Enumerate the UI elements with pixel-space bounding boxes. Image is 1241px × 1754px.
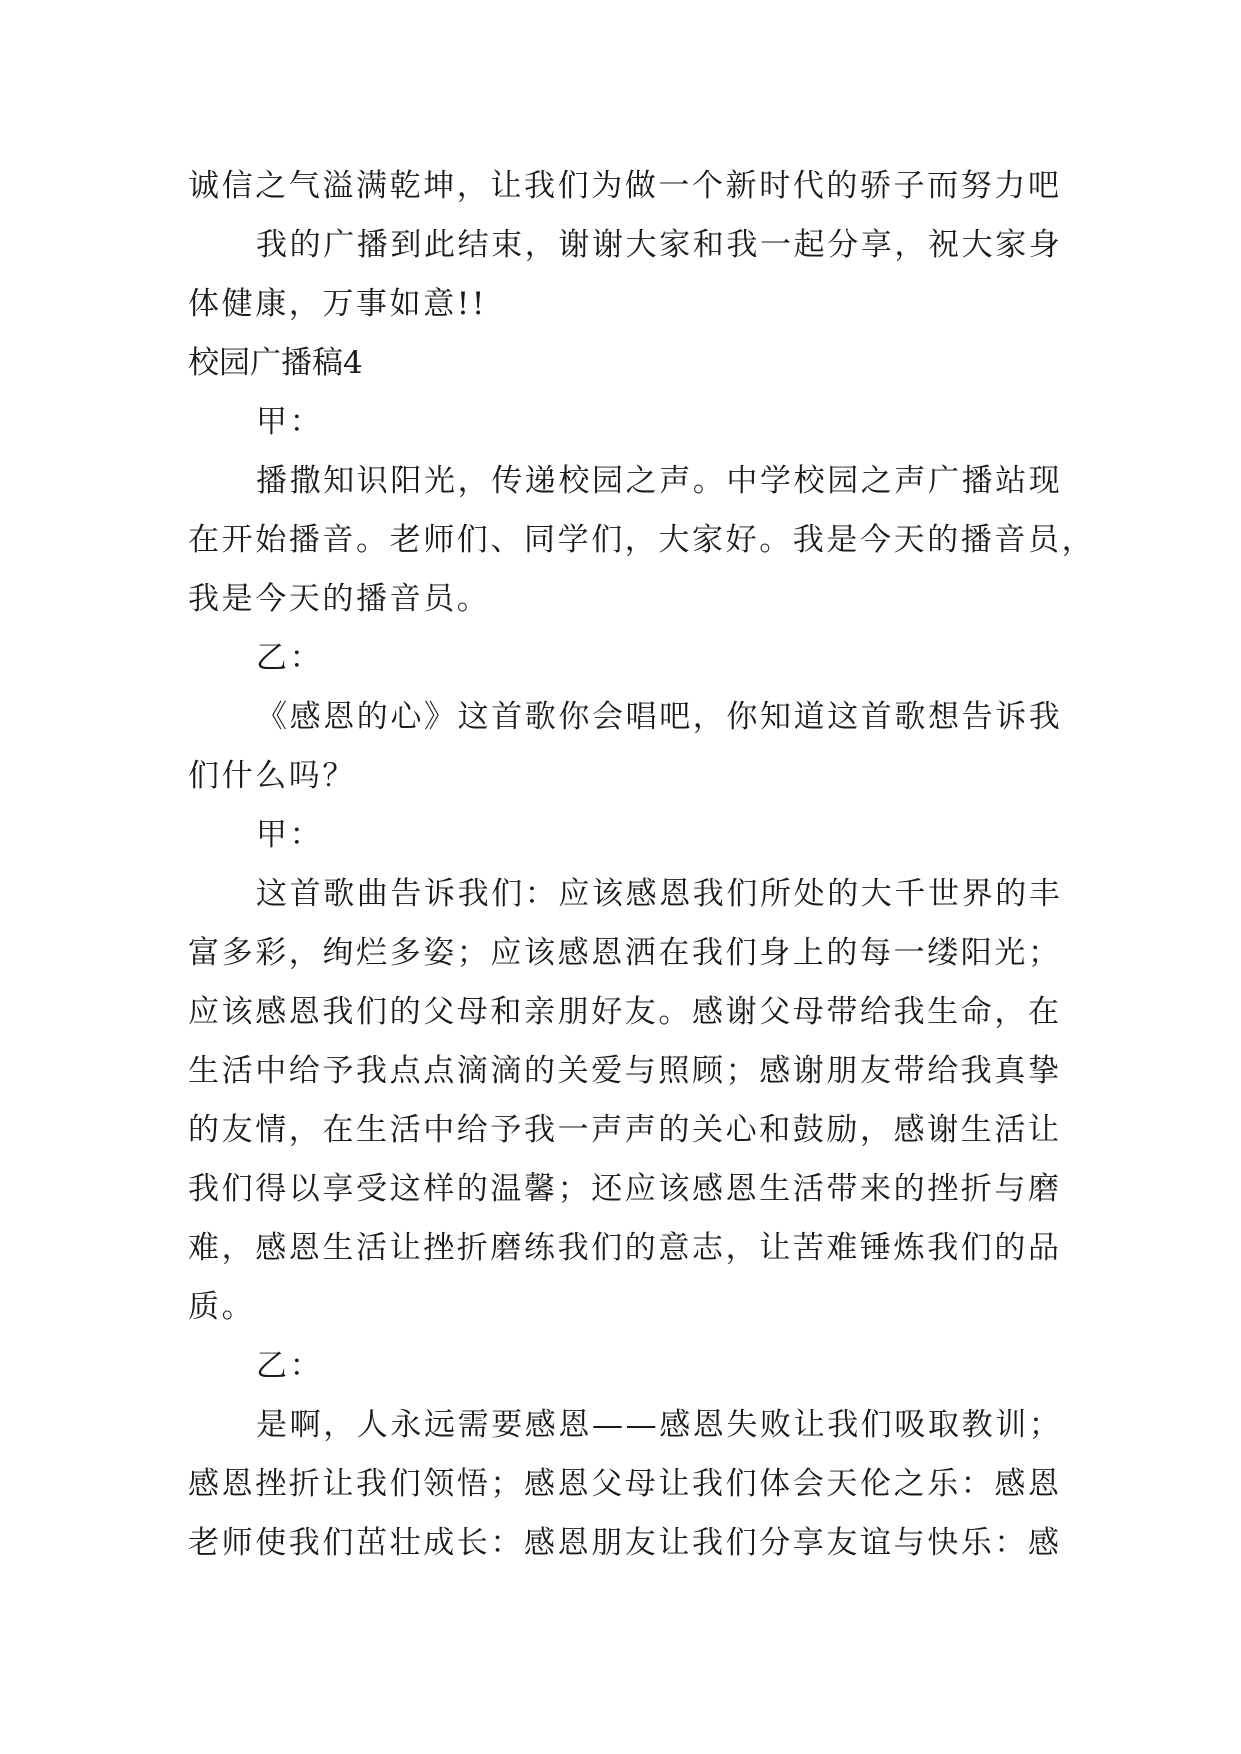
text-line: 《感恩的心》这首歌你会唱吧，你知道这首歌想告诉我 — [256, 699, 1063, 735]
document-page — [188, 157, 1096, 1573]
text-line: 难，感恩生活让挫折磨练我们的意志，让苦难锤炼我们的品 — [188, 1230, 1062, 1266]
text-line: 质。 — [188, 1289, 256, 1325]
text-line: 在开始播音。老师们、同学们，大家好。我是今天的播音员， — [188, 522, 1096, 558]
text-line: 体健康，万事如意!! — [188, 286, 487, 322]
speaker-label: 乙： — [256, 640, 324, 676]
text-line: 感恩挫折让我们领悟；感恩父母让我们体会天伦之乐：感恩 — [188, 1466, 1062, 1502]
speaker-label: 甲： — [256, 404, 324, 440]
text-line: 是啊，人永远需要感恩——感恩失败让我们吸取教训； — [256, 1407, 1063, 1443]
text-line: 的友情，在生活中给予我一声声的关心和鼓励，感谢生活让 — [188, 1112, 1062, 1148]
section-heading: 校园广播稿4 — [188, 345, 363, 381]
text-line: 们什么吗？ — [188, 758, 356, 794]
speaker-label: 乙： — [256, 1348, 324, 1384]
text-line: 播撒知识阳光，传递校园之声。中学校园之声广播站现 — [256, 463, 1063, 499]
text-line: 诚信之气溢满乾坤，让我们为做一个新时代的骄子而努力吧 — [188, 168, 1062, 204]
text-line: 我们得以享受这样的温馨；还应该感恩生活带来的挫折与磨 — [188, 1171, 1062, 1207]
speaker-label: 甲： — [256, 817, 324, 853]
text-line: 我是今天的播音员。 — [188, 581, 491, 617]
text-line: 应该感恩我们的父母和亲朋好友。感谢父母带给我生命，在 — [188, 994, 1062, 1030]
text-line: 这首歌曲告诉我们：应该感恩我们所处的大千世界的丰 — [256, 876, 1063, 912]
text-line: 我的广播到此结束，谢谢大家和我一起分享，祝大家身 — [256, 227, 1063, 263]
text-line: 老师使我们茁壮成长：感恩朋友让我们分享友谊与快乐：感 — [188, 1525, 1062, 1561]
text-line: 富多彩，绚烂多姿；应该感恩洒在我们身上的每一缕阳光； — [188, 935, 1062, 971]
text-line: 生活中给予我点点滴滴的关爱与照顾；感谢朋友带给我真挚 — [188, 1053, 1062, 1089]
